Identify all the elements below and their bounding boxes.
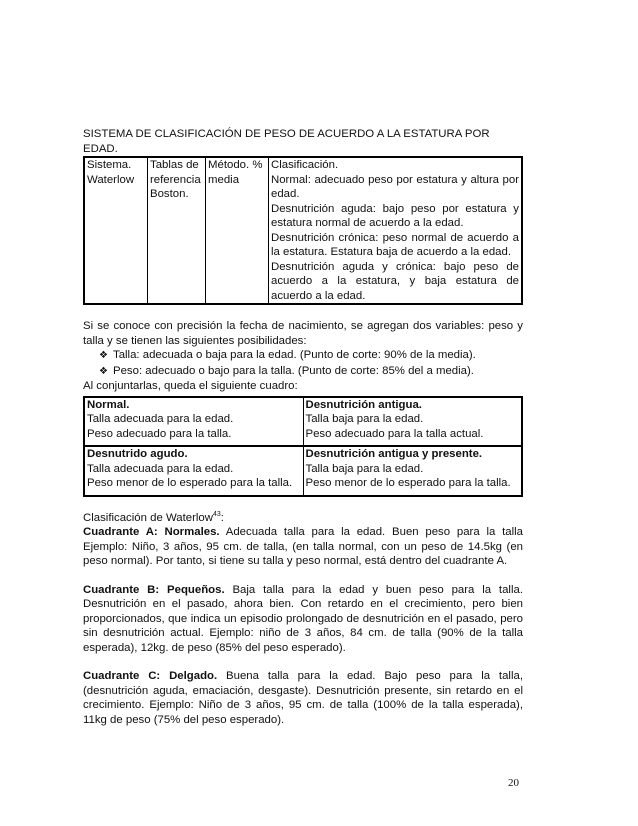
section-heading: SISTEMA DE CLASIFICACIÓN DE PESO DE ACUERDO A LA ESTATURA POR EDAD. xyxy=(83,128,490,155)
cell-title: Normal. xyxy=(87,398,130,411)
classification-line: Normal: adecuado peso por estatura y altura por edad. xyxy=(271,173,519,200)
cell-line: Talla adecuada para la edad. xyxy=(87,413,234,425)
quadrant-cell-normal xyxy=(84,397,303,447)
spacer xyxy=(83,569,523,583)
table-cell-system: Sistema. Waterlow xyxy=(84,157,148,304)
cell-line: Peso adecuado para la talla actual. xyxy=(305,427,484,440)
classification-line: Desnutrición crónica: peso normal de acuerdo a la estatura. Estatura baja de acuerdo a la edad. xyxy=(271,231,519,258)
cell-line: Peso menor de lo esperado para la talla. xyxy=(87,477,293,489)
cell-line: Talla adecuada para la edad. xyxy=(87,462,234,475)
classification-caption xyxy=(83,511,523,526)
page-body xyxy=(83,127,523,727)
cell-line: Peso adecuado para la talla. xyxy=(87,427,232,440)
cell-line: Talla baja para la edad. xyxy=(305,413,424,425)
table-cell-method: Método. % media xyxy=(206,157,269,304)
list-item xyxy=(83,348,523,364)
table-row xyxy=(84,397,522,447)
cell-title: Desnutrición antigua. xyxy=(305,398,422,411)
quadrant-c-text: Buena talla para la edad. Bajo peso para la talla, (desnutrición aguda, emaciación, desgaste). Desnutrición presente, sin retardo en el crecimiento. Ejemplo: Niño de 3 años, 95 cm. de talla (100% de la talla esperada), 11kg de peso (75% del peso esperado). xyxy=(83,670,523,726)
table-row xyxy=(84,157,522,304)
cell-title: Desnutrido agudo. xyxy=(87,448,188,460)
quadrant-a-text: Adecuada talla para la edad. Buen peso para la talla Ejemplo: Niño, 3 años, 95 cm. de talla, (en talla normal, con un peso de 14.5kg (en peso normal). Por tanto, si tiene su talla y peso normal, está dentro del cuadrante A. xyxy=(83,526,523,567)
cell-line: Peso menor de lo esperado para la talla. xyxy=(305,477,511,489)
cell-line: Talla baja para la edad. xyxy=(305,462,424,475)
quadrant-cell-old-and-present xyxy=(303,446,522,496)
spacer xyxy=(83,497,523,511)
quadrant-table xyxy=(83,396,523,497)
page-number: 20 xyxy=(508,777,519,789)
table-cell-classification xyxy=(269,157,523,304)
footnote-ref: 43 xyxy=(213,510,221,518)
table-row xyxy=(84,446,522,496)
spacer xyxy=(83,305,523,319)
cell-title: Desnutrición antigua y presente. xyxy=(305,448,483,460)
quadrant-b-title: Cuadrante B: Pequeños. xyxy=(83,583,225,596)
spacer xyxy=(83,655,523,669)
quadrant-c-paragraph xyxy=(83,669,523,727)
quadrant-b-text: Baja talla para la edad y buen peso para la talla. Desnutrición en el pasado, ahora bien. Con retardo en el crecimiento, pero bien proporcionados, que indica un episodio prolongado de desnutrición en el pasado, pero sin desnutrición actual. Ejemplo: niño de 3 años, 84 cm. de talla (90% de la talla esperada), 12kg. de peso (85% del peso esperado). xyxy=(83,583,523,654)
quadrant-b-paragraph xyxy=(83,583,523,656)
combine-sentence: Al conjuntarlas, queda el siguiente cuadro: xyxy=(83,380,298,392)
list-item xyxy=(83,364,523,380)
waterlow-system-table xyxy=(83,156,523,305)
diamond-bullet-icon: ❖ xyxy=(99,365,108,377)
intro-paragraph: Si se conoce con precisión la fecha de nacimiento, se agregan dos variables: peso y talla y se tienen las siguientes posibilidades: xyxy=(83,320,523,347)
quadrant-a-title: Cuadrante A: Normales. xyxy=(83,526,220,538)
classification-line: Clasificación. xyxy=(271,159,339,171)
quadrant-cell-acute xyxy=(84,446,303,496)
bullet-text: Talla: adecuada o baja para la edad. (Punto de corte: 90% de la media). xyxy=(113,349,476,361)
bullet-text: Peso: adecuado o bajo para la talla. (Punto de corte: 85% del a media). xyxy=(113,364,474,377)
diamond-bullet-icon: ❖ xyxy=(99,350,108,361)
classification-line: Desnutrición aguda y crónica: bajo peso de acuerdo a la estatura, y baja estatura de acuerdo a la edad. xyxy=(271,260,519,302)
quadrant-c-title: Cuadrante C: Delgado. xyxy=(83,670,218,682)
quadrant-cell-old-malnutrition xyxy=(303,397,522,447)
quadrant-a-paragraph xyxy=(83,525,523,569)
caption-text: Clasificación de Waterlow xyxy=(83,511,213,524)
caption-colon: : xyxy=(220,511,224,524)
classification-line: Desnutrición aguda: bajo peso por estatura y estatura normal de acuerdo a la edad. xyxy=(271,202,519,229)
table-cell-reference: Tablas de referencia Boston. xyxy=(148,157,206,304)
